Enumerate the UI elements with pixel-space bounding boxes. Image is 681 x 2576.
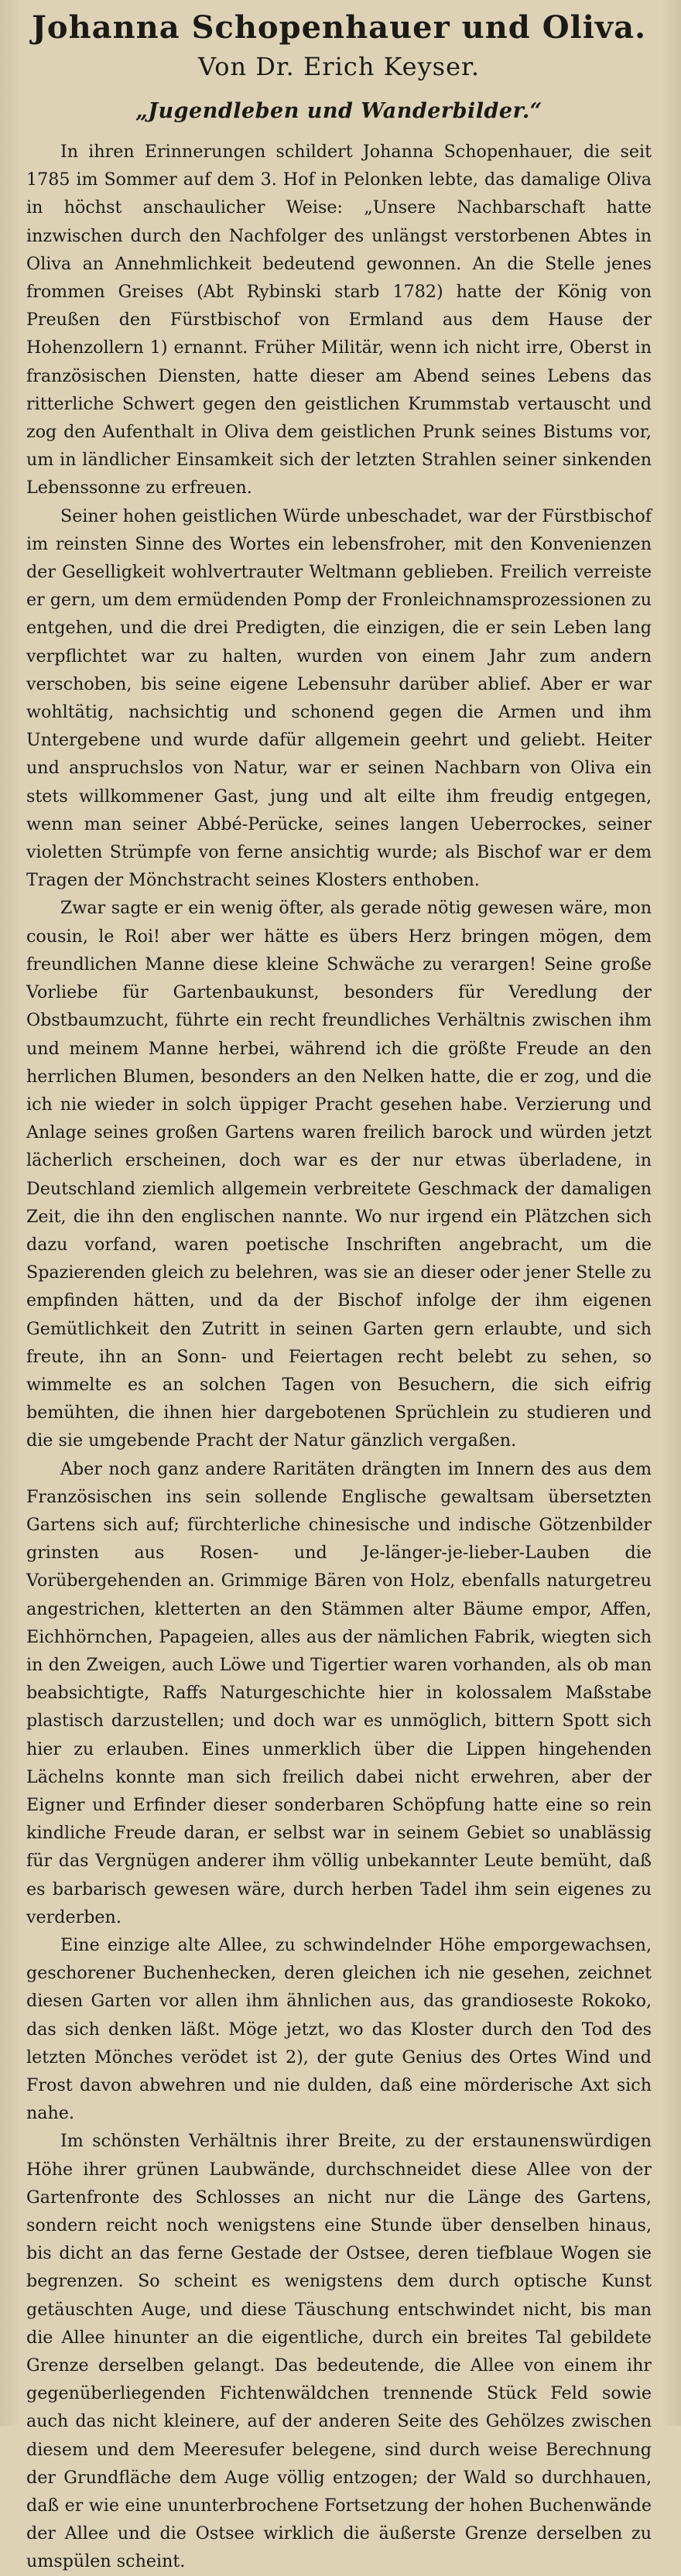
article-paragraph-6: Im schönsten Verhältnis ihrer Breite, zu der erstaunenswürdigen Höhe ihrer grünen Laubwände, durchschneidet diese Allee von der Gartenfronte des Schlosses an nicht nur die Länge des Gartens, sondern reicht noch wenigstens eine Stunde über denselben hinaus, bis dicht an das ferne Gestade der Ostsee, deren tiefblaue Wogen sie begrenzen. So scheint es wenigstens dem durch optische Kunst getäuschten Auge, und diese Täuschung entschwindet nicht, bis man die Allee hinunter an die eigentliche, durch ein breites Tal gebildete Grenze derselben gelangt. Das bedeutende, die Allee von einem ihr gegenüberliegenden Fichtenwäldchen trennende Stück Feld sowie auch das nicht kleinere, auf der anderen Seite des Gehölzes zwischen diesem und dem Meeresufer belegene, sind durch weise Berechnung der Grundfläche dem Auge völlig entzogen; der Wald so durchhauen, daß er wie eine ununterbrochene Fortsetzung der hohen Buchenwände der Allee und die Ostsee wirklich die äußerste Grenze derselben zu umspülen scheint. — [26, 2131, 652, 2572]
article-paragraph-3: Zwar sagte er ein wenig öfter, als gerade nötig gewesen wäre, mon cousin, le Roi! aber wer hätte es übers Herz bringen mögen, dem freundlichen Manne diese kleine Schwäche zu verargen! Seine große Vorliebe für Gartenbaukunst, besonders für Veredlung der Obstbaumzucht, führte ein recht freundliches Verhältnis zwischen ihm und meinem Manne herbei, während ich die größte Freude an den herrlichen Blumen, besonders an den Nelken hatte, die er zog, und die ich nie wieder in solch üppiger Pracht gesehen habe. Verzierung und Anlage seines großen Gartens waren freilich barock und würden jetzt lächerlich erscheinen, doch war es der nur etwas überladene, in Deutschland ziemlich allgemein verbreitete Geschmack der damaligen Zeit, die ihn den englischen nannte. Wo nur irgend ein Plätzchen sich dazu vorfand, waren poetische Inschriften angebracht, um die Spazierenden gleich zu belehren, was sie an dieser oder jener Stelle zu empfinden hätten, und da der Bischof infolge der ihm eigenen Gemütlichkeit den Zutritt in seinen Garten gern erlaubte, und sich freute, ihn an Sonn- und Feiertagen recht belebt zu sehen, so wimmelte es an solchen Tagen von Besuchern, die sich eifrig bemühten, die ihnen hier dargebotenen Sprüchlein zu studieren und die sie umgebende Pracht der Natur gänzlich vergaßen. — [26, 898, 652, 1451]
author-byline: Von Dr. Erich Keyser. — [198, 52, 480, 81]
article-title: Johanna Schopenhauer und Oliva. — [31, 9, 647, 46]
article-subtitle: „Jugendleben und Wanderbilder.“ — [135, 99, 542, 123]
article-paragraph-2: Seiner hohen geistlichen Würde unbeschadet, war der Fürstbischof im reinsten Sinne des Wortes ein lebensfroher, mit den Konvenienzen der Geselligkeit wohlvertrauter Weltmann geblieben. Freilich verreiste er gern, um dem ermüdenden Pomp der Fronleichnamsprozessionen zu entgehen, und die drei Predigten, die einzigen, die er sein Leben lang verpflichtet war zu halten, wurden von einem Jahr zum andern verschoben, bis seine eigene Lebensuhr darüber ablief. Aber er war wohltätig, nachsichtig und schonend gegen die Armen und ihm Untergebene und wurde dafür allgemein geehrt und geliebt. Heiter und anspruchslos von Natur, war er seinen Nachbarn von Oliva ein stets willkommener Gast, jung und alt eilte ihm freudig entgegen, wenn man seiner Abbé-Perücke, seines langen Ueberrockes, seiner violetten Strümpfe von ferne ansichtig wurde; als Bischof war er dem Tragen der Mönchstracht seines Klosters enthoben. — [26, 505, 652, 891]
article-paragraph-5: Eine einzige alte Allee, zu schwindelnder Höhe emporgewachsen, geschorener Buchenhecken, deren gleichen ich nie gesehen, zeichnet diesen Garten vor allen ihm ähnlichen aus, das grandioseste Rokoko, das sich denken läßt. Möge jetzt, wo das Kloster durch den Tod des letzten Mönches verödet ist 2), der gute Genius des Ortes Wind und Frost davon abwehren und nie dulden, daß eine mörderische Axt sich nahe. — [26, 1935, 652, 2124]
article-paragraph-1: In ihren Erinnerungen schildert Johanna Schopenhauer, die seit 1785 im Sommer auf dem 3. Hof in Pelonken lebte, das damalige Oliva in höchst anschaulicher Weise: „Unsere Nachbarschaft hatte inzwischen durch den Nachfolger des unlängst verstorbenen Abtes in Oliva an Annehmlichkeit bedeutend gewonnen. An die Stelle jenes frommen Greises (Abt Rybinski starb 1782) hatte der König von Preußen den Fürstbischof von Ermland aus dem Hause der Hohenzollern 1) ernannt. Früher Militär, wenn ich nicht irre, Oberst in französischen Diensten, hatte dieser am Abend seines Lebens das ritterliche Schwert gegen den geistlichen Krummstab vertauscht und zog den Aufenthalt in Oliva dem geistlichen Prunk seines Bistums vor, um in ländlicher Einsamkeit sich der letzten Strahlen seiner sinkenden Lebenssonne zu erfreuen. — [26, 142, 652, 498]
article-paragraph-4: Aber noch ganz andere Raritäten drängten im Innern des aus dem Französischen ins sein sollende Englische gewaltsam übersetzten Gartens sich auf; fürchterliche chinesische und indische Götzenbilder grinsten aus Rosen- und Je-länger-je-lieber-Lauben die Vorübergehenden an. Grimmige Bären von Holz, ebenfalls naturgetreu angestrichen, kletterten an den Stämmen alter Bäume empor, Affen, Eichhörnchen, Papageien, alles aus der nämlichen Fabrik, wiegten sich in den Zweigen, auch Löwe und Tigertier waren vorhanden, als ob man beabsichtigte, Raffs Naturgeschichte hier in kolossalem Maßstabe plastisch darzustellen; und doch war es unmöglich, bittern Spott sich hier zu erlauben. Eines unmerklich über die Lippen hingehenden Lächelns konnte man sich freilich dabei nicht erwehren, aber der Eigner und Erfinder dieser sonderbaren Schöpfung hatte eine so rein kindliche Freude daran, er selbst war in seinem Gebiet so unablässig für das Vergnügen anderer ihm völlig unbekannter Leute bemüht, daß es barbarisch gewesen wäre, durch herben Tadel ihm sein eigenes zu verderben. — [26, 1458, 652, 1927]
